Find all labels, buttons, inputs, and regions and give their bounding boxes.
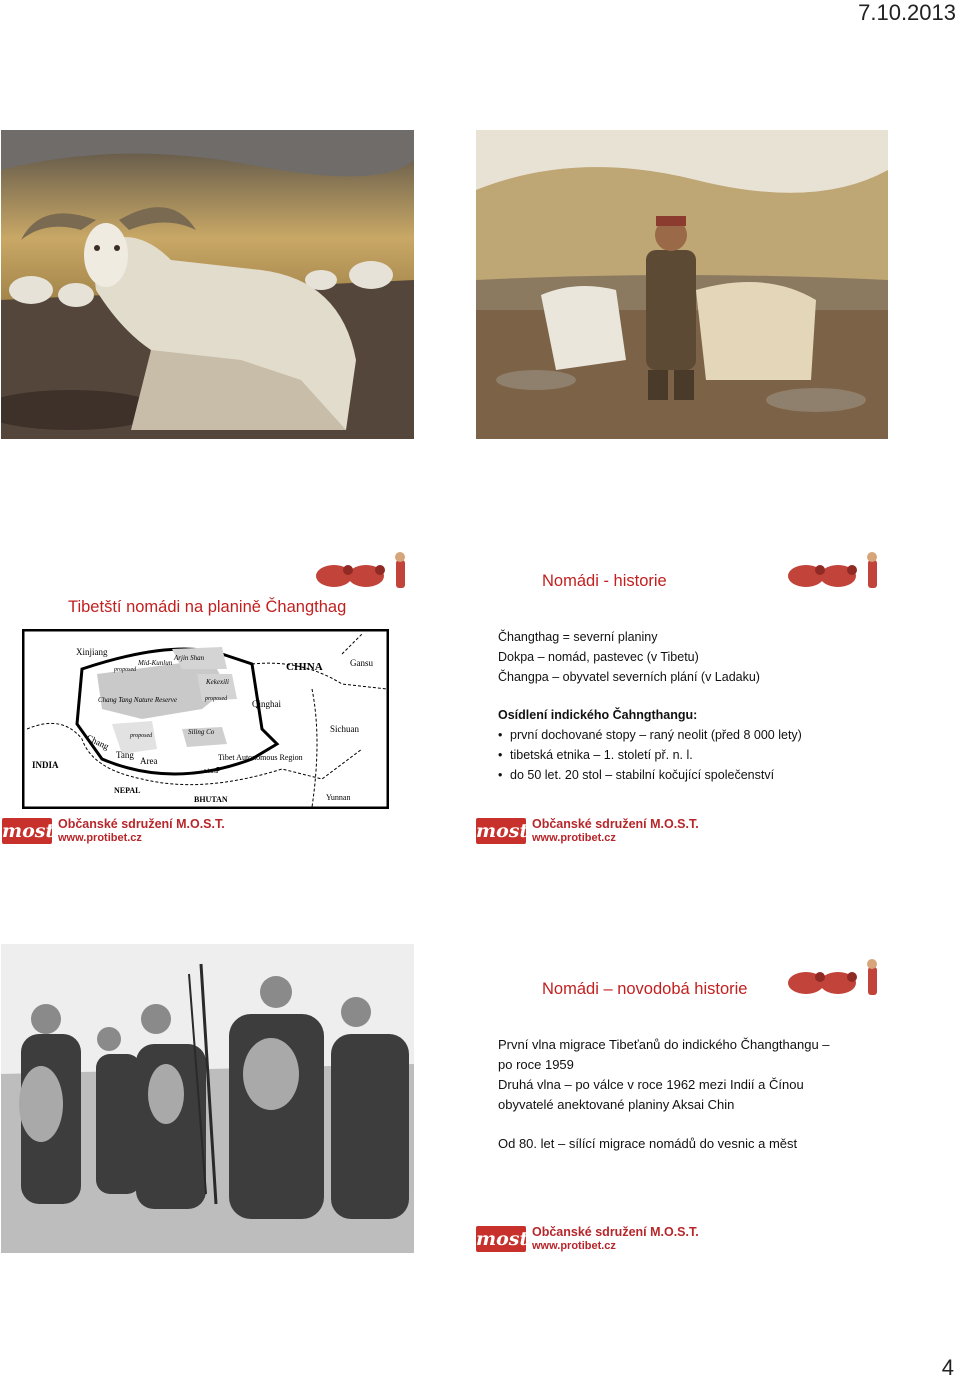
- yak-mascot-logo-2: [782, 548, 892, 596]
- slide2-line-2: Dokpa – nomád, pastevec (v Tibetu): [498, 650, 699, 664]
- slide3-line-3: Druhá vlna – po válce v roce 1962 mezi Indií a Čínou: [498, 1077, 804, 1092]
- footer-org: Občanské sdružení M.O.S.T.: [532, 817, 699, 831]
- map-label-gansu: Gansu: [350, 658, 373, 668]
- map-label-arjin: Arjin Shan: [174, 654, 205, 662]
- slide3-line-4: obyvatelé anektované planiny Aksai Chin: [498, 1097, 735, 1112]
- slide2-subtitle: Osídlení indického Čahngthangu:: [498, 708, 698, 722]
- map-label-nepal: NEPAL: [114, 786, 141, 795]
- changtang-map: [22, 629, 389, 809]
- map-label-proposed-1: proposed: [114, 667, 137, 673]
- map-label-tang: Tang: [116, 750, 134, 760]
- footer-url: www.protibet.cz: [532, 1240, 616, 1252]
- map-label-proposed-3: proposed: [130, 733, 153, 739]
- map-label-bhutan: BHUTAN: [194, 795, 228, 804]
- footer-logo-1: [2, 817, 225, 845]
- slide2-bullet-3: • do 50 let. 20 stol – stabilní kočující společenství: [498, 765, 938, 785]
- slide3-last-line: Od 80. let – sílící migrace nomádů do vesnic a měst: [498, 1136, 798, 1151]
- map-label-china: CHINA: [286, 661, 323, 673]
- page-number: 4: [941, 1355, 954, 1380]
- print-date: 7.10.2013: [858, 0, 956, 25]
- map-label-proposed-2: proposed: [205, 696, 228, 702]
- yak-mascot-logo-3: [782, 955, 892, 1003]
- slide2-body: [498, 627, 938, 785]
- yak-mascot-logo-1: [310, 548, 420, 596]
- slide2-bullet-2: • tibetská etnika – 1. století př. n. l.: [498, 745, 938, 765]
- footer-org: Občanské sdružení M.O.S.T.: [532, 1225, 699, 1239]
- slide3-title: Nomádi – novodobá historie: [542, 980, 748, 998]
- slide3-body: [498, 1035, 938, 1154]
- map-label-tar: Tibet Autonomous Region: [218, 753, 303, 762]
- slide2-line-1: Čhangthag = severní planiny: [498, 630, 658, 644]
- slide1-title: Tibetští nomádi na planině Čhangthag: [68, 598, 347, 616]
- footer-org: Občanské sdružení M.O.S.T.: [58, 817, 225, 831]
- map-label-yunnan: Yunnan: [326, 793, 351, 802]
- map-label-lhasa: Lhasa: [204, 769, 219, 775]
- footer-url: www.protibet.cz: [58, 832, 142, 844]
- most-logo: most: [2, 820, 55, 842]
- map-label-qinghai: Qinghai: [252, 699, 281, 709]
- slide2-title: Nomádi - historie: [542, 572, 667, 590]
- map-label-kekexili: Kekexili: [206, 678, 229, 686]
- footer-logo-2: [476, 817, 699, 845]
- map-label-area: Area: [140, 756, 158, 766]
- map-label-sichuan: Sichuan: [330, 724, 359, 734]
- slide2-line-3: Čhangpa – obyvatel severních plání (v Ladaku): [498, 670, 760, 684]
- map-label-xinjiang: Xinjiang: [76, 647, 108, 657]
- slide2-bullet-1: • první dochované stopy – raný neolit (před 8 000 lety): [498, 725, 938, 745]
- boy-with-goats-photo: [476, 130, 888, 439]
- map-label-siling: Siling Co: [188, 728, 215, 736]
- map-label-chang: Chang: [84, 732, 111, 752]
- most-logo: most: [476, 820, 529, 842]
- slide3-line-1: První vlna migrace Tibeťanů do indického Čhangthangu –: [498, 1037, 830, 1052]
- map-label-mid-kunlun: Mid-Kunlun: [138, 659, 173, 667]
- most-logo: most: [476, 1228, 529, 1250]
- historical-nomads-photo: [1, 944, 414, 1253]
- footer-url: www.protibet.cz: [532, 832, 616, 844]
- slide3-line-2: po roce 1959: [498, 1057, 574, 1072]
- map-label-india: INDIA: [32, 760, 59, 770]
- map-label-reserve: Chang Tang Nature Reserve: [98, 696, 178, 704]
- footer-logo-3: [476, 1225, 699, 1253]
- goat-photo: [1, 130, 414, 439]
